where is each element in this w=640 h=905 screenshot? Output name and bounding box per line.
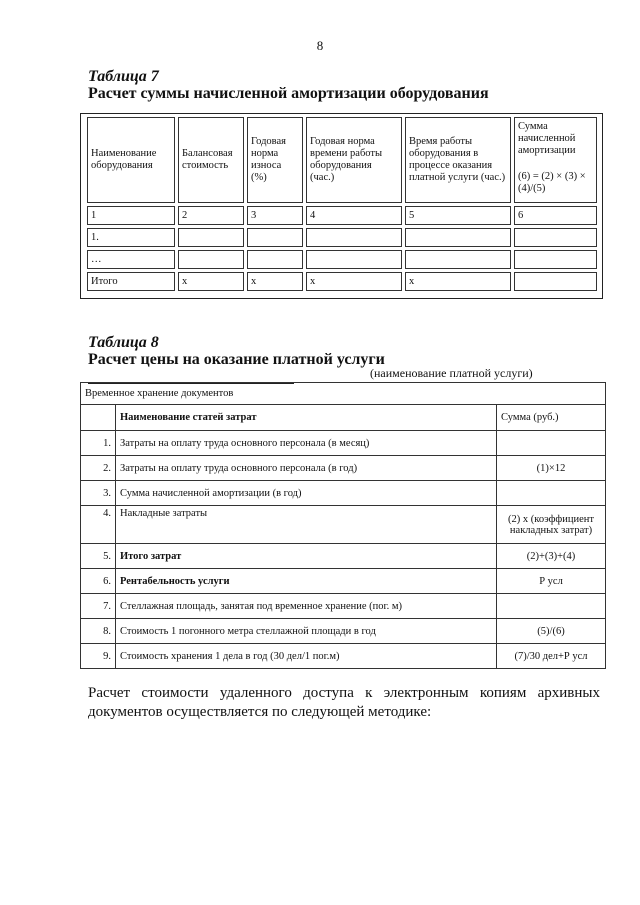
table7-cell (514, 250, 597, 269)
table8-row-name: Итого затрат (116, 544, 497, 569)
table-row (81, 506, 606, 544)
table7-cell (247, 250, 303, 269)
table7-title: Расчет суммы начисленной амортизации оборудования (88, 85, 489, 102)
table8-header-row (81, 405, 606, 431)
table-row (87, 228, 597, 247)
table-row (81, 569, 606, 594)
table8-row-sum (497, 481, 606, 506)
table8-row-num: 6. (81, 569, 116, 594)
table7-header-cell: Годовая норма времени работы оборудования (час.) (306, 117, 402, 203)
table7-frame (80, 113, 603, 299)
table7-cell: 1. (87, 228, 175, 247)
table8-service-row (81, 383, 606, 405)
table8-row-num: 8. (81, 619, 116, 644)
table8-row-name: Накладные затраты (116, 506, 497, 544)
table8-row-num: 5. (81, 544, 116, 569)
table7-cell: 1 (87, 206, 175, 225)
page-number: 8 (316, 38, 324, 53)
table8-row-sum: (2) х (коэффициент накладных затрат) (497, 506, 606, 544)
table8-row-sum: (2)+(3)+(4) (497, 544, 606, 569)
table-row (81, 544, 606, 569)
table8-row-num: 3. (81, 481, 116, 506)
table7-caption (88, 68, 489, 103)
table8-row-sum: (1)×12 (497, 456, 606, 481)
table7-number-row (87, 206, 597, 225)
table8-row-num: 4. (81, 506, 116, 544)
table7-cell: 2 (178, 206, 244, 225)
table-row (81, 431, 606, 456)
table8-row-num: 2. (81, 456, 116, 481)
table8-row-num: 1. (81, 431, 116, 456)
table7-header-cell: Балансовая стоимость (178, 117, 244, 203)
table7-cell: х (178, 272, 244, 291)
table7-label: Таблица 7 (88, 68, 159, 85)
table7-cell: х (306, 272, 402, 291)
table7-cell: 6 (514, 206, 597, 225)
table7-cell: 4 (306, 206, 402, 225)
table8-row-num: 9. (81, 644, 116, 669)
table7-cell (306, 228, 402, 247)
table8-row-sum: Р усл (497, 569, 606, 594)
table7-cell: 3 (247, 206, 303, 225)
table7-cell (306, 250, 402, 269)
table8-header-name: Наименование статей затрат (116, 405, 497, 431)
table8-row-sum (497, 431, 606, 456)
table8-row-name: Рентабельность услуги (116, 569, 497, 594)
table7-cell (514, 272, 597, 291)
table7-header-cell (514, 117, 597, 203)
table-row (87, 250, 597, 269)
table8-row-sum: (7)/30 дел+Р усл (497, 644, 606, 669)
table7-header-cell: Годовая норма износа (%) (247, 117, 303, 203)
table-row (81, 481, 606, 506)
table7-cell: х (247, 272, 303, 291)
table7-cell: … (87, 250, 175, 269)
table8-row-name: Сумма начисленной амортизации (в год) (116, 481, 497, 506)
methodology-paragraph: Расчет стоимости удаленного доступа к электронным копиям архивных документов осуществляется по следующей методике: (88, 685, 600, 720)
table7-cell (514, 228, 597, 247)
table8-row-num: 7. (81, 594, 116, 619)
table7-cell: 5 (405, 206, 511, 225)
table7-cell: Итого (87, 272, 175, 291)
table8-row-sum: (5)/(6) (497, 619, 606, 644)
table8-title: Расчет цены на оказание платной услуги (88, 351, 385, 368)
table7-cell (178, 250, 244, 269)
table-row (81, 456, 606, 481)
table7-header-row (87, 117, 597, 203)
table-row (81, 644, 606, 669)
table8-row-sum (497, 594, 606, 619)
table8-row-name: Стеллажная площадь, занятая под временное хранение (пог. м) (116, 594, 497, 619)
table-row (81, 594, 606, 619)
table8 (80, 382, 606, 669)
table7-header-sum-label: Сумма начисленной амортизации (518, 121, 576, 156)
table8-row-name: Затраты на оплату труда основного персонала (в год) (116, 456, 497, 481)
table8-row-name: Затраты на оплату труда основного персонала (в месяц) (116, 431, 497, 456)
table8-service-name: Временное хранение документов (81, 383, 606, 405)
table8-row-name: Стоимость хранения 1 дела в год (30 дел/1 пог.м) (116, 644, 497, 669)
table8-header-sum: Сумма (руб.) (497, 405, 606, 431)
table7-cell (405, 228, 511, 247)
table7-header-formula: (6) = (2) × (3) × (4)/(5) (518, 171, 586, 194)
table7-cell: х (405, 272, 511, 291)
table8-header-num (81, 405, 116, 431)
table7-cell (178, 228, 244, 247)
table7-header-cell: Наименование оборудования (87, 117, 175, 203)
table7-header-cell: Время работы оборудования в процессе оказания платной услуги (час.) (405, 117, 511, 203)
table8-row-name: Стоимость 1 погонного метра стеллажной площади в год (116, 619, 497, 644)
service-name-hint: (наименование платной услуги) (370, 366, 533, 380)
table8-label: Таблица 8 (88, 334, 159, 351)
table7 (84, 117, 600, 291)
table7-cell (405, 250, 511, 269)
table7-total-row (87, 272, 597, 291)
table-row (81, 619, 606, 644)
table7-cell (247, 228, 303, 247)
